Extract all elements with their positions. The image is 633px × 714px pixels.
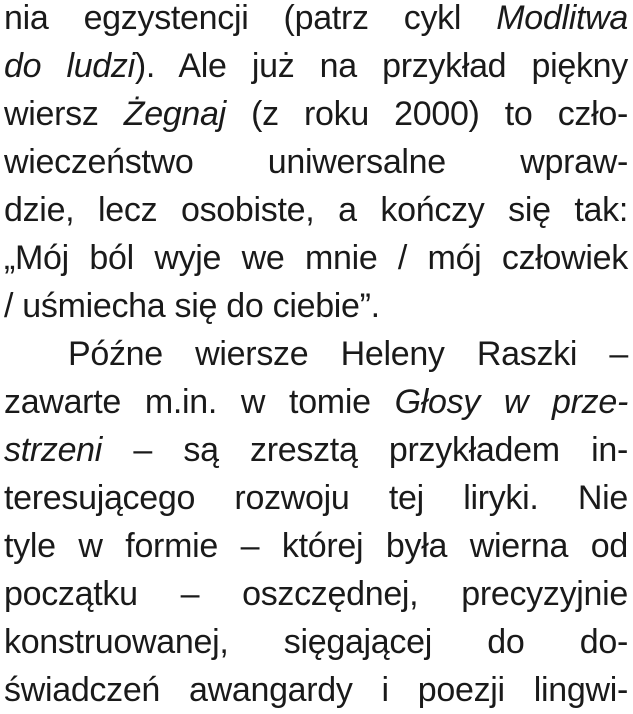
text-line — [4, 570, 628, 618]
text-line — [4, 0, 628, 42]
italic-title: strzeni — [4, 431, 103, 469]
text-run: nia egzystencji (patrz cykl — [4, 0, 497, 37]
text-run: początku – oszczędnej, precyzyjnie — [4, 575, 628, 613]
text-line — [4, 282, 628, 330]
text-line — [4, 522, 628, 570]
text-run: zawarte m.in. w tomie — [4, 383, 395, 421]
text-run: tyle w formie – której była wierna od — [4, 527, 628, 565]
text-run: / uśmiecha się do ciebie”. — [4, 287, 380, 325]
text-run: świadczeń awangardy i poezji lingwi- — [4, 671, 628, 709]
text-line — [4, 474, 628, 522]
text-run: ). Ale już na przykład piękny — [134, 47, 628, 85]
text-line — [4, 90, 628, 138]
text-run: wieczeństwo uniwersalne wpraw- — [4, 143, 628, 181]
italic-title: Głosy w prze- — [394, 383, 629, 421]
italic-title: do ludzi — [4, 47, 135, 85]
text-run: – są zresztą przykładem in- — [102, 431, 628, 469]
text-run: wiersz — [4, 95, 124, 133]
text-line — [4, 234, 628, 282]
text-line — [4, 426, 628, 474]
text-line — [4, 666, 628, 714]
italic-title: Żegnaj — [123, 95, 226, 133]
text-line — [4, 378, 628, 426]
text-run: (z roku 2000) to czło- — [225, 95, 628, 133]
text-run: dzie, lecz osobiste, a kończy się tak: — [4, 191, 628, 229]
text-run: teresującego rozwoju tej liryki. Nie — [4, 479, 628, 517]
text-run: „Mój ból wyje we mnie / mój człowiek — [4, 239, 628, 277]
text-line — [4, 42, 628, 90]
text-line — [4, 186, 628, 234]
text-line — [4, 618, 628, 666]
text-line — [4, 138, 628, 186]
text-run: konstruowanej, sięgającej do do- — [4, 623, 628, 661]
text-line — [4, 330, 628, 378]
text-run: Późne wiersze Heleny Raszki – — [68, 335, 628, 373]
italic-title: Modlitwa — [496, 0, 628, 37]
